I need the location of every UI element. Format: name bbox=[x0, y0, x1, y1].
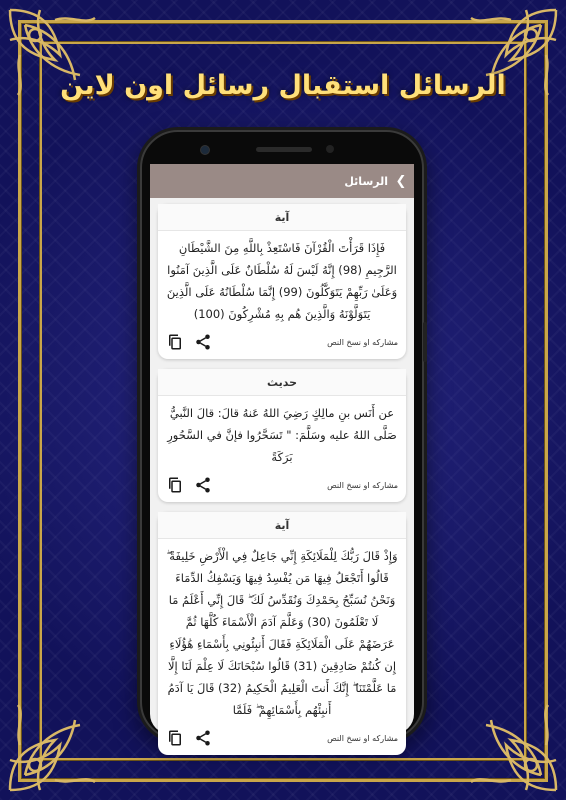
message-card bbox=[158, 512, 406, 755]
share-icon[interactable] bbox=[194, 333, 212, 351]
message-card bbox=[158, 369, 406, 502]
message-actions bbox=[158, 472, 406, 502]
app-bar-title: الرسائل bbox=[344, 174, 388, 188]
corner-ornament-icon bbox=[0, 0, 120, 120]
copy-icon[interactable] bbox=[166, 333, 184, 351]
copy-icon[interactable] bbox=[166, 476, 184, 494]
app-bar bbox=[150, 164, 414, 198]
camera-icon bbox=[200, 145, 210, 155]
share-copy-label[interactable]: مشاركه او نسخ النص bbox=[327, 480, 398, 490]
phone-mockup bbox=[140, 130, 424, 743]
message-list bbox=[150, 198, 414, 755]
message-actions bbox=[158, 725, 406, 755]
speaker-grille bbox=[256, 147, 312, 152]
corner-ornament-icon bbox=[446, 0, 566, 120]
message-type: آية bbox=[158, 204, 406, 231]
message-actions bbox=[158, 329, 406, 359]
chevron-left-icon[interactable]: ❮ bbox=[395, 173, 407, 189]
corner-ornament-icon bbox=[446, 680, 566, 800]
message-card bbox=[158, 204, 406, 359]
share-icon[interactable] bbox=[194, 729, 212, 747]
corner-ornament-icon bbox=[0, 680, 120, 800]
message-type: آية bbox=[158, 512, 406, 539]
copy-icon[interactable] bbox=[166, 729, 184, 747]
message-text: فَإِذَا قَرَأْتَ الْقُرْآنَ فَاسْتَعِذْ بِاللَّهِ مِنَ الشَّيْطَانِ الرَّجِيمِ (98) إِنَّهُ لَيْسَ لَهُ سُلْطَانٌ عَلَى الَّذِينَ آمَنُوا وَعَلَىٰ رَبِّهِمْ يَتَوَكَّلُونَ (99) إِنَّمَا سُلْطَانُهُ عَلَى الَّذِينَ يَتَوَلَّوْنَهُ وَالَّذِينَ هُم بِهِ مُشْرِكُونَ (100) bbox=[166, 241, 398, 321]
share-icon[interactable] bbox=[194, 476, 212, 494]
sensor-icon bbox=[326, 145, 334, 153]
app-screen bbox=[150, 164, 414, 743]
share-copy-label[interactable]: مشاركه او نسخ النص bbox=[327, 733, 398, 743]
promo-headline: الرسائل استقبال رسائل اون لاين bbox=[60, 70, 506, 101]
side-button bbox=[423, 322, 427, 362]
phone-top-bezel bbox=[142, 132, 422, 164]
message-type: حديث bbox=[158, 369, 406, 396]
message-text: وَإِذْ قَالَ رَبُّكَ لِلْمَلَائِكَةِ إِنِّي جَاعِلٌ فِي الْأَرْضِ خَلِيفَةً ۖ قَالُوا أَتَجْعَلُ فِيهَا مَن يُفْسِدُ فِيهَا وَيَسْفِكُ الدِّمَاءَ وَنَحْنُ نُسَبِّحُ بِحَمْدِكَ وَنُقَدِّسُ لَكَ ۖ قَالَ إِنِّي أَعْلَمُ مَا لَا تَعْلَمُونَ (30) وَعَلَّمَ آدَمَ الْأَسْمَاءَ كُلَّهَا ثُمَّ عَرَضَهُمْ عَلَى الْمَلَائِكَةِ فَقَالَ أَنبِئُونِي بِأَسْمَاءِ هَٰؤُلَاءِ إِن كُنتُمْ صَادِقِينَ (31) قَالُوا سُبْحَانَكَ لَا عِلْمَ لَنَا إِلَّا مَا عَلَّمْتَنَا ۖ إِنَّكَ أَنتَ الْعَلِيمُ الْحَكِيمُ (32) قَالَ يَا آدَمُ أَنبِئْهُم بِأَسْمَائِهِمْ ۖ فَلَمَّا bbox=[166, 549, 398, 717]
share-copy-label[interactable]: مشاركه او نسخ النص bbox=[327, 337, 398, 347]
message-text: عن أَنَس بنِ مالِكٍ رَضِيَ اللهُ عَنهُ قالَ: قالَ النَّبيُّ صَلَّى اللهُ عليه وسَلَّمَ: " تَسَحَّرُوا فإنَّ في السَّحُورِ بَرَكَةً bbox=[167, 406, 397, 464]
